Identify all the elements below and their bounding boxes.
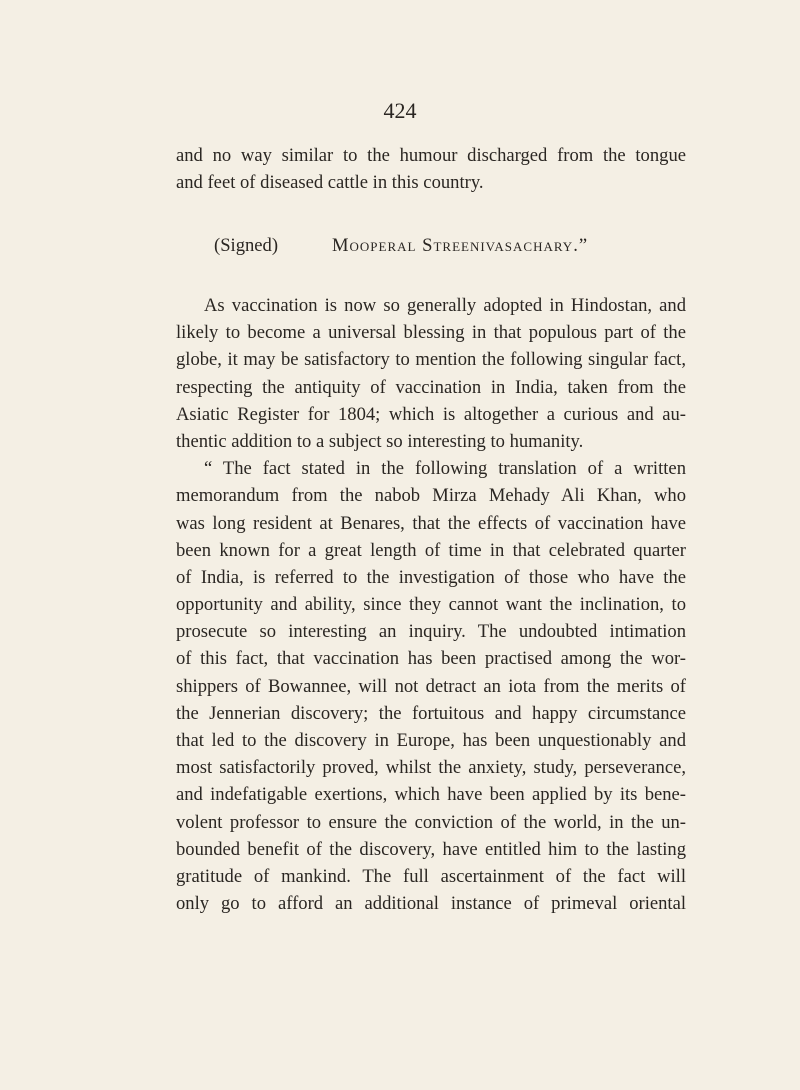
text-line: and indefatigable exertions, which have been applied by its bene- bbox=[176, 784, 686, 806]
text-line: gratitude of mankind. The full ascertainment of the fact will bbox=[176, 865, 686, 887]
signature-line bbox=[176, 232, 686, 259]
text-line: prosecute so interesting an inquiry. The undoubted intimation bbox=[176, 621, 686, 643]
text-line: bounded benefit of the discovery, have entitled him to the lasting bbox=[176, 838, 686, 860]
text-line: shippers of Bowannee, will not detract an iota from the merits of bbox=[176, 675, 686, 697]
text-line: As vaccination is now so generally adopted in Hindostan, and bbox=[204, 295, 686, 316]
signatory-name: Mooperal Streenivasachary.” bbox=[332, 235, 589, 256]
text-line: of India, is referred to the investigation of those who have the bbox=[176, 566, 686, 588]
text-line: of this fact, that vaccination has been practised among the wor- bbox=[176, 648, 686, 670]
page-number: 424 bbox=[383, 98, 417, 123]
text-line: and feet of diseased cattle in this country. bbox=[176, 172, 484, 194]
text-line: that led to the discovery in Europe, has been unquestionably and bbox=[176, 730, 686, 751]
signature-block bbox=[176, 232, 686, 259]
continued-paragraph bbox=[176, 142, 686, 196]
text-line: been known for a great length of time in that celebrated quarter bbox=[176, 539, 686, 561]
text-line: the Jennerian discovery; the fortuitous and happy circumstance bbox=[176, 702, 686, 724]
text-line: Asiatic Register for 1804; which is altogether a curious and au- bbox=[176, 403, 686, 425]
text-line: globe, it may be satisfactory to mention the following singular fact, bbox=[176, 349, 686, 371]
text-line: “ The fact stated in the following translation of a written bbox=[204, 458, 686, 480]
text-line: and no way similar to the humour discharged from the tongue bbox=[176, 145, 686, 166]
text-line: only go to afford an additional instance of primeval oriental bbox=[176, 893, 686, 915]
text-line: was long resident at Benares, that the effects of vaccination have bbox=[176, 512, 686, 534]
text-line: memorandum from the nabob Mirza Mehady Ali Khan, who bbox=[176, 485, 686, 507]
signed-label: (Signed) bbox=[214, 235, 279, 256]
text-line: volent professor to ensure the conviction of the world, in the un- bbox=[176, 811, 686, 833]
text-line: thentic addition to a subject so interesting to humanity. bbox=[176, 430, 584, 452]
text-line: most satisfactorily proved, whilst the anxiety, study, perseverance, bbox=[176, 757, 686, 779]
text-line: likely to become a universal blessing in that populous part of the bbox=[176, 322, 686, 344]
text-line: respecting the antiquity of vaccination in India, taken from the bbox=[176, 376, 686, 398]
text-line: opportunity and ability, since they cannot want the inclination, to bbox=[176, 594, 686, 616]
body-paragraph bbox=[176, 292, 686, 917]
